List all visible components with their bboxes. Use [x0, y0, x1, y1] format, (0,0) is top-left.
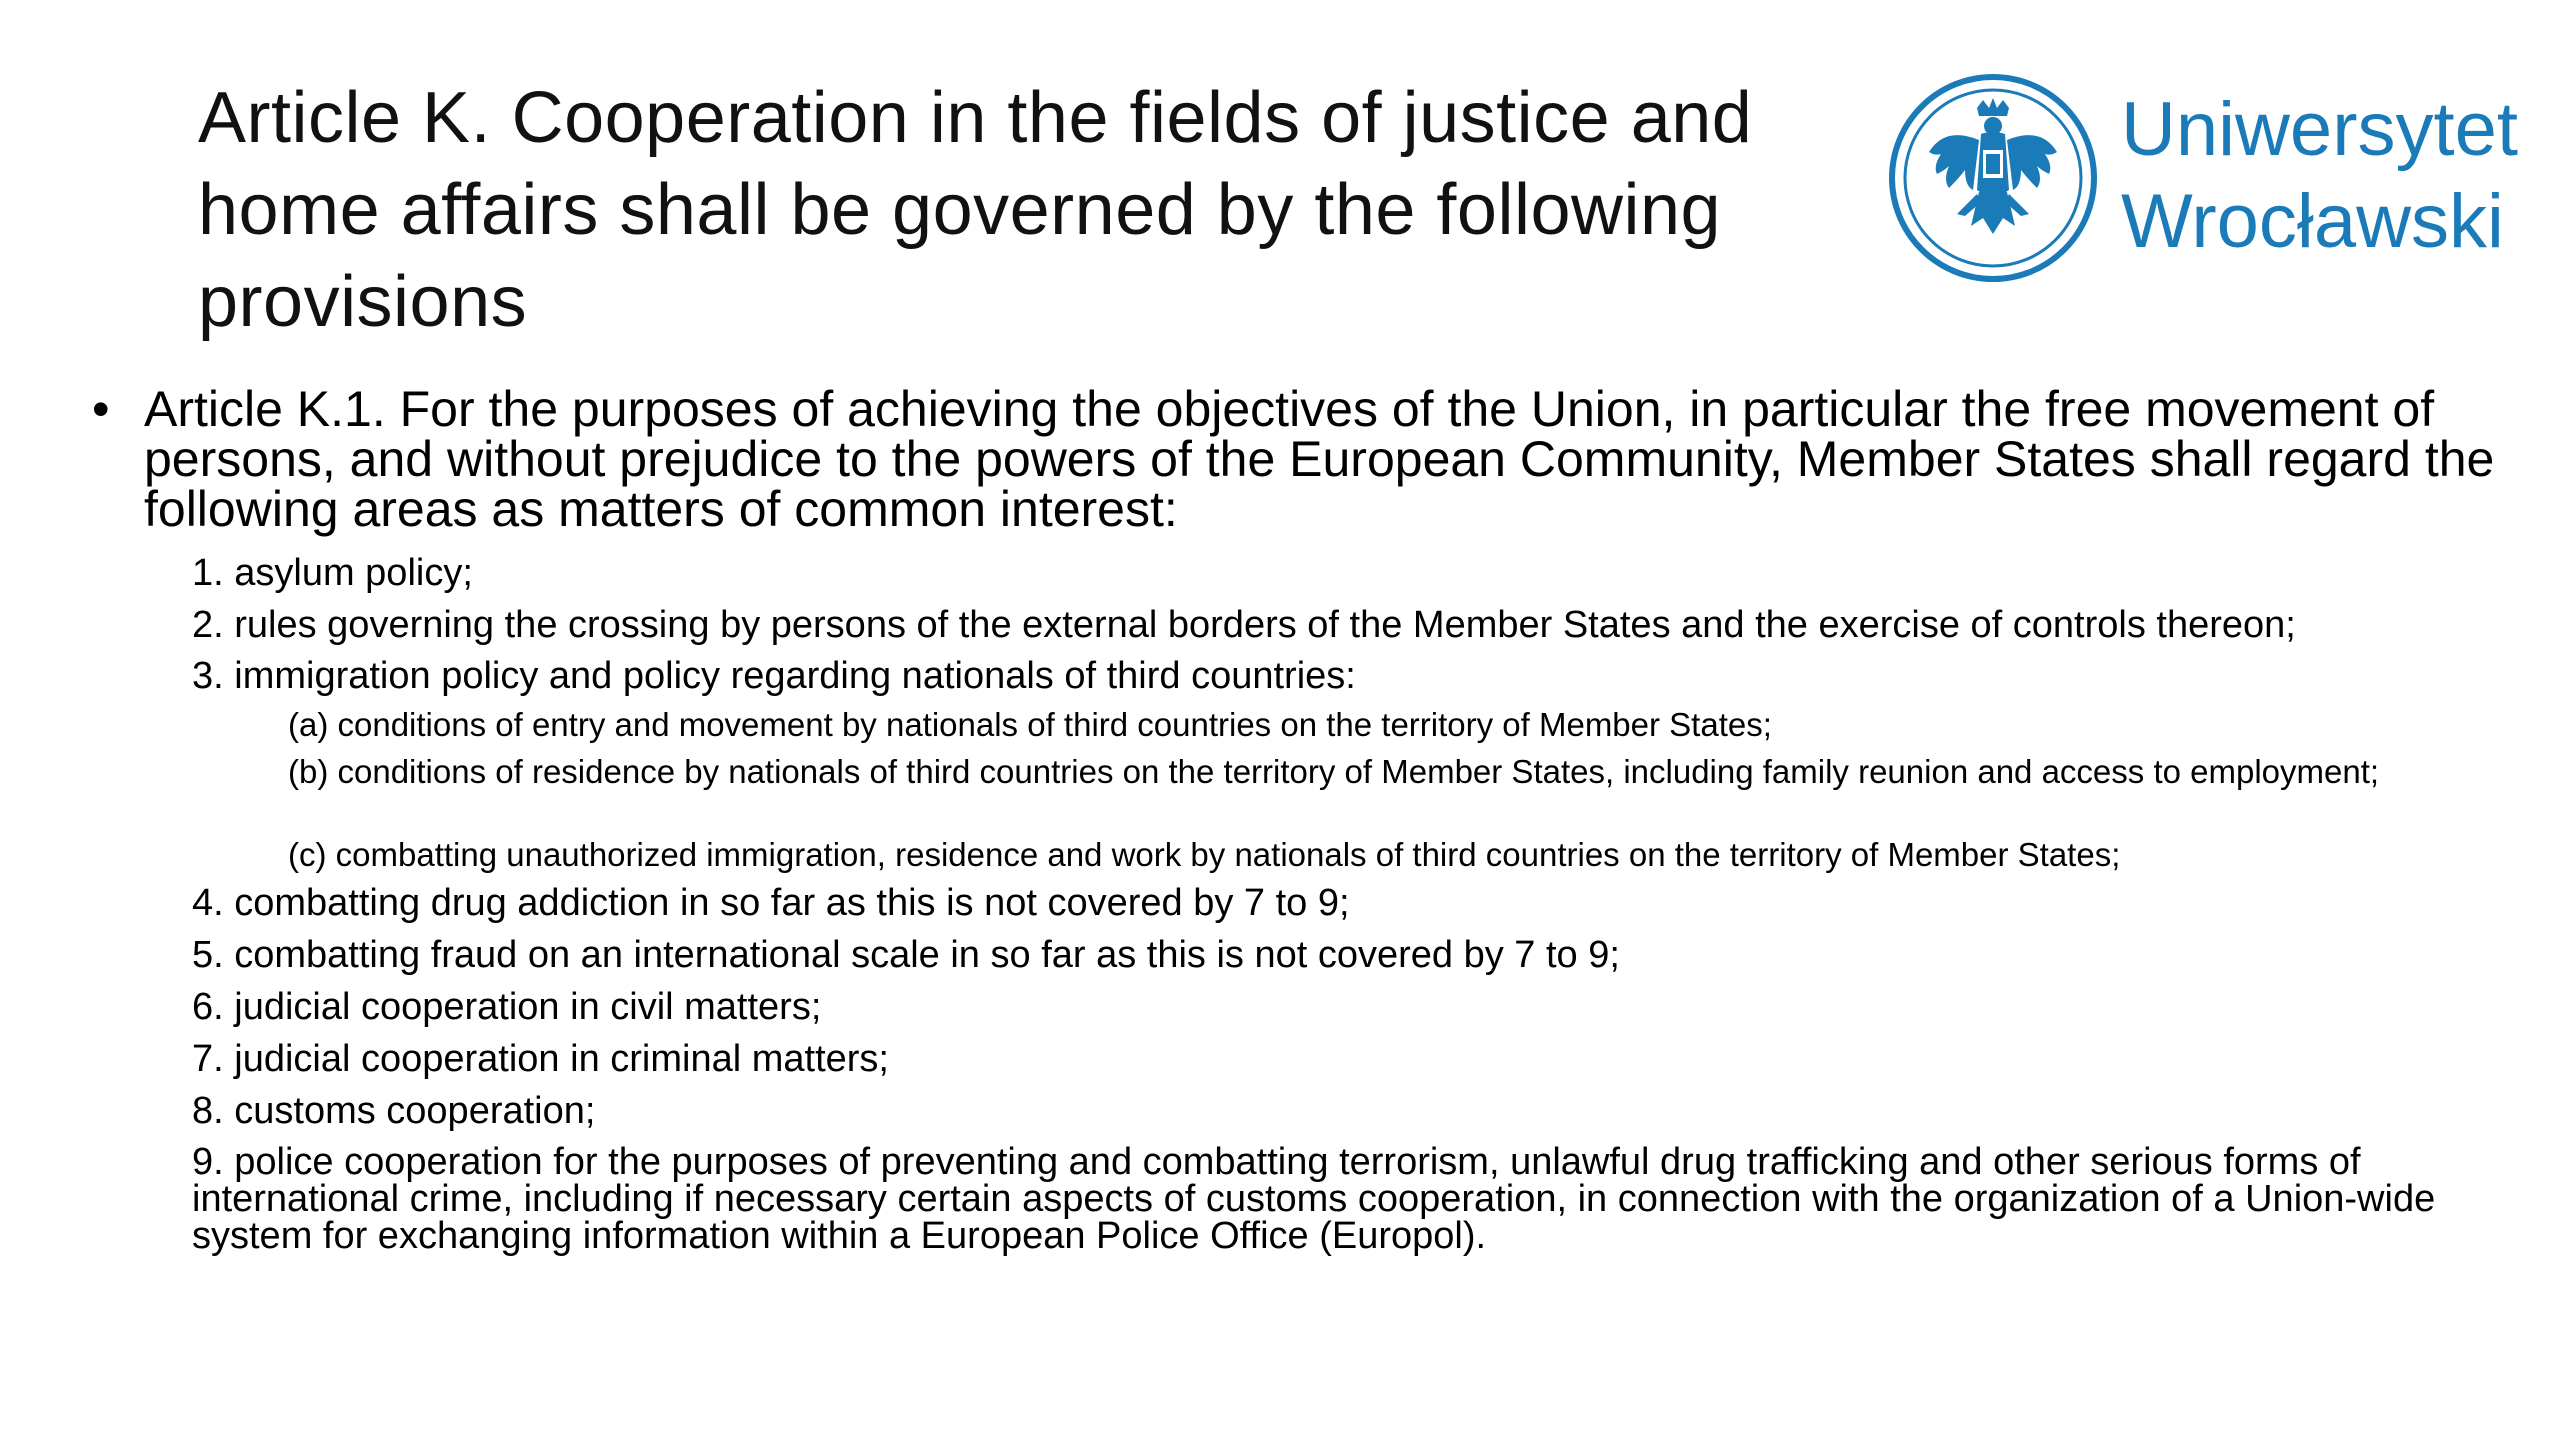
- list-item: 8. customs cooperation;: [192, 1090, 596, 1132]
- list-item: 6. judicial cooperation in civil matters;: [192, 986, 822, 1028]
- logo-wordmark: [2121, 84, 2518, 268]
- list-item: 1. asylum policy;: [192, 552, 473, 594]
- slide-title: Article K. Cooperation in the fields of justice and home affairs shall be governed by the following provisions: [198, 78, 1753, 342]
- logo-line-1: Uniwersytet: [2121, 87, 2518, 172]
- list-item: 9. police cooperation for the purposes of preventing and combatting terrorism, unlawful drug trafficking and other serious forms of international crime, including if necessary certain aspects of customs cooperation, in connection with the organization of a Union-wide system for exchanging information within a European Police Office (Europol).: [192, 1141, 2436, 1257]
- logo-line-2: Wrocławski: [2121, 179, 2504, 264]
- sub-list-item: (a) conditions of entry and movement by nationals of third countries on the territory of Member States;: [288, 706, 1772, 743]
- list-item: 2. rules governing the crossing by persons of the external borders of the Member States and the exercise of controls thereon;: [192, 604, 2296, 646]
- eagle-emblem-icon: [1885, 70, 2101, 286]
- list-item: 5. combatting fraud on an international scale in so far as this is not covered by 7 to 9;: [192, 934, 1620, 976]
- sub-list-item: (b) conditions of residence by nationals of third countries on the territory of Member States, including family reunion and access to employment;: [288, 753, 2380, 790]
- bullet-text: Article K.1. For the purposes of achieving the objectives of the Union, in particular the free movement of persons, and without prejudice to the powers of the European Community, Member States shall regard the following areas as matters of common interest:: [144, 381, 2495, 537]
- bullet-dot: •: [92, 381, 110, 437]
- slide-body: [88, 381, 2508, 537]
- university-logo: [1885, 70, 2545, 290]
- list-item: 3. immigration policy and policy regarding nationals of third countries:: [192, 655, 1356, 697]
- bullet-article-k1: [88, 381, 2508, 537]
- list-item: 7. judicial cooperation in criminal matters;: [192, 1038, 889, 1080]
- sub-list-item: (c) combatting unauthorized immigration, residence and work by nationals of third countries on the territory of Member States;: [288, 836, 2121, 873]
- list-item: 4. combatting drug addiction in so far as this is not covered by 7 to 9;: [192, 882, 1350, 924]
